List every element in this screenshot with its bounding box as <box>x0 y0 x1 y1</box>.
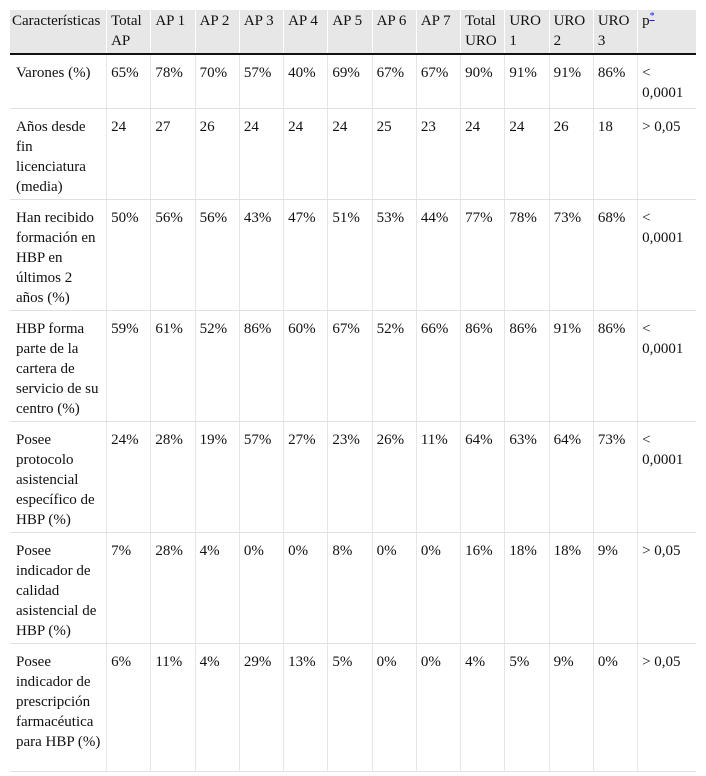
table-cell: 67% <box>416 54 460 109</box>
table-cell: 67% <box>328 311 372 422</box>
header-total-uro: Total URO <box>461 10 505 54</box>
table-cell: 0% <box>416 644 460 772</box>
table-cell: 86% <box>461 311 505 422</box>
table-cell: 24 <box>107 109 151 200</box>
table-cell: 50% <box>107 200 151 311</box>
table-cell: 47% <box>284 200 328 311</box>
header-p-value <box>638 10 696 54</box>
p-value-cell: > 0,05 <box>638 533 696 644</box>
table-cell: 78% <box>151 54 195 109</box>
table-cell: 24 <box>239 109 283 200</box>
header-ap-6: AP 6 <box>372 10 416 54</box>
table-cell: 26 <box>549 109 593 200</box>
table-cell: 86% <box>239 311 283 422</box>
table-row <box>10 533 696 644</box>
table-cell: 44% <box>416 200 460 311</box>
header-uro-1: URO 1 <box>505 10 549 54</box>
table-cell: 73% <box>549 200 593 311</box>
table-row <box>10 422 696 533</box>
table-cell: 4% <box>195 644 239 772</box>
table-cell: 52% <box>372 311 416 422</box>
table-cell: 8% <box>328 533 372 644</box>
table-cell: 43% <box>239 200 283 311</box>
header-ap-1: AP 1 <box>151 10 195 54</box>
table-cell: 7% <box>107 533 151 644</box>
table-cell: 64% <box>549 422 593 533</box>
table-cell: 18 <box>593 109 637 200</box>
table-cell: 27 <box>151 109 195 200</box>
p-value-cell: > 0,05 <box>638 644 696 772</box>
p-value-cell: > 0,05 <box>638 109 696 200</box>
p-value-cell: < 0,0001 <box>638 54 696 109</box>
table-row <box>10 644 696 772</box>
table-cell: 73% <box>593 422 637 533</box>
table-cell: 57% <box>239 422 283 533</box>
header-uro-3: URO 3 <box>593 10 637 54</box>
table-cell: 69% <box>328 54 372 109</box>
table-cell: 53% <box>372 200 416 311</box>
table-cell: 23% <box>328 422 372 533</box>
table-cell: 66% <box>416 311 460 422</box>
table-cell: 60% <box>284 311 328 422</box>
table-cell: 5% <box>328 644 372 772</box>
table-cell: 57% <box>239 54 283 109</box>
table-cell: 86% <box>505 311 549 422</box>
table-cell: 28% <box>151 533 195 644</box>
table-row <box>10 54 696 109</box>
table-cell: 4% <box>461 644 505 772</box>
table-cell: 26% <box>372 422 416 533</box>
table-cell: 4% <box>195 533 239 644</box>
header-uro-2: URO 2 <box>549 10 593 54</box>
table-cell: 24 <box>284 109 328 200</box>
table-cell: 86% <box>593 54 637 109</box>
p-value-cell: < 0,0001 <box>638 311 696 422</box>
header-p-label: p <box>642 13 650 29</box>
table-cell: 65% <box>107 54 151 109</box>
row-label: Varones (%) <box>10 54 107 109</box>
table-cell: 51% <box>328 200 372 311</box>
table-cell: 23 <box>416 109 460 200</box>
header-ap-2: AP 2 <box>195 10 239 54</box>
table-cell: 25 <box>372 109 416 200</box>
header-caracteristicas: Características <box>10 10 107 54</box>
table-cell: 67% <box>372 54 416 109</box>
table-row <box>10 200 696 311</box>
table-cell: 18% <box>505 533 549 644</box>
header-ap-3: AP 3 <box>239 10 283 54</box>
footnote-link[interactable]: * <box>649 11 655 22</box>
table-cell: 9% <box>549 644 593 772</box>
table-cell: 0% <box>372 644 416 772</box>
table-cell: 56% <box>195 200 239 311</box>
table-cell: 59% <box>107 311 151 422</box>
table-cell: 9% <box>593 533 637 644</box>
header-ap-5: AP 5 <box>328 10 372 54</box>
table-cell: 0% <box>416 533 460 644</box>
table-cell: 16% <box>461 533 505 644</box>
table-cell: 0% <box>284 533 328 644</box>
table-cell: 0% <box>372 533 416 644</box>
p-value-cell: < 0,0001 <box>638 200 696 311</box>
row-label: HBP forma parte de la cartera de servicio de su centro (%) <box>10 311 107 422</box>
table-cell: 18% <box>549 533 593 644</box>
table-cell: 6% <box>107 644 151 772</box>
row-label: Han recibido formación en HBP en últimos 2 años (%) <box>10 200 107 311</box>
table-cell: 90% <box>461 54 505 109</box>
table-cell: 63% <box>505 422 549 533</box>
row-label: Años desde fin licenciatura (media) <box>10 109 107 200</box>
table-cell: 86% <box>593 311 637 422</box>
table-cell: 24 <box>328 109 372 200</box>
table-cell: 24 <box>461 109 505 200</box>
table-cell: 52% <box>195 311 239 422</box>
table-cell: 27% <box>284 422 328 533</box>
table-cell: 78% <box>505 200 549 311</box>
table-cell: 56% <box>151 200 195 311</box>
table-cell: 91% <box>505 54 549 109</box>
header-ap-4: AP 4 <box>284 10 328 54</box>
characteristics-table <box>10 10 696 772</box>
table-cell: 5% <box>505 644 549 772</box>
table-cell: 91% <box>549 311 593 422</box>
row-label: Posee indicador de calidad asistencial de HBP (%) <box>10 533 107 644</box>
table-row <box>10 311 696 422</box>
table-row <box>10 109 696 200</box>
p-value-cell: < 0,0001 <box>638 422 696 533</box>
header-total-ap: Total AP <box>107 10 151 54</box>
table-cell: 0% <box>239 533 283 644</box>
table-cell: 77% <box>461 200 505 311</box>
table-cell: 61% <box>151 311 195 422</box>
table-cell: 24% <box>107 422 151 533</box>
table-cell: 11% <box>416 422 460 533</box>
table-cell: 26 <box>195 109 239 200</box>
table-cell: 24 <box>505 109 549 200</box>
table-cell: 0% <box>593 644 637 772</box>
table-cell: 13% <box>284 644 328 772</box>
row-label: Posee protocolo asistencial específico de HBP (%) <box>10 422 107 533</box>
table-cell: 28% <box>151 422 195 533</box>
header-ap-7: AP 7 <box>416 10 460 54</box>
table-cell: 70% <box>195 54 239 109</box>
table-cell: 29% <box>239 644 283 772</box>
table-cell: 19% <box>195 422 239 533</box>
row-label: Posee indicador de prescripción farmacéutica para HBP (%) <box>10 644 107 772</box>
table-cell: 40% <box>284 54 328 109</box>
table-header-row <box>10 10 696 54</box>
table-cell: 91% <box>549 54 593 109</box>
table-cell: 11% <box>151 644 195 772</box>
table-cell: 64% <box>461 422 505 533</box>
table-cell: 68% <box>593 200 637 311</box>
